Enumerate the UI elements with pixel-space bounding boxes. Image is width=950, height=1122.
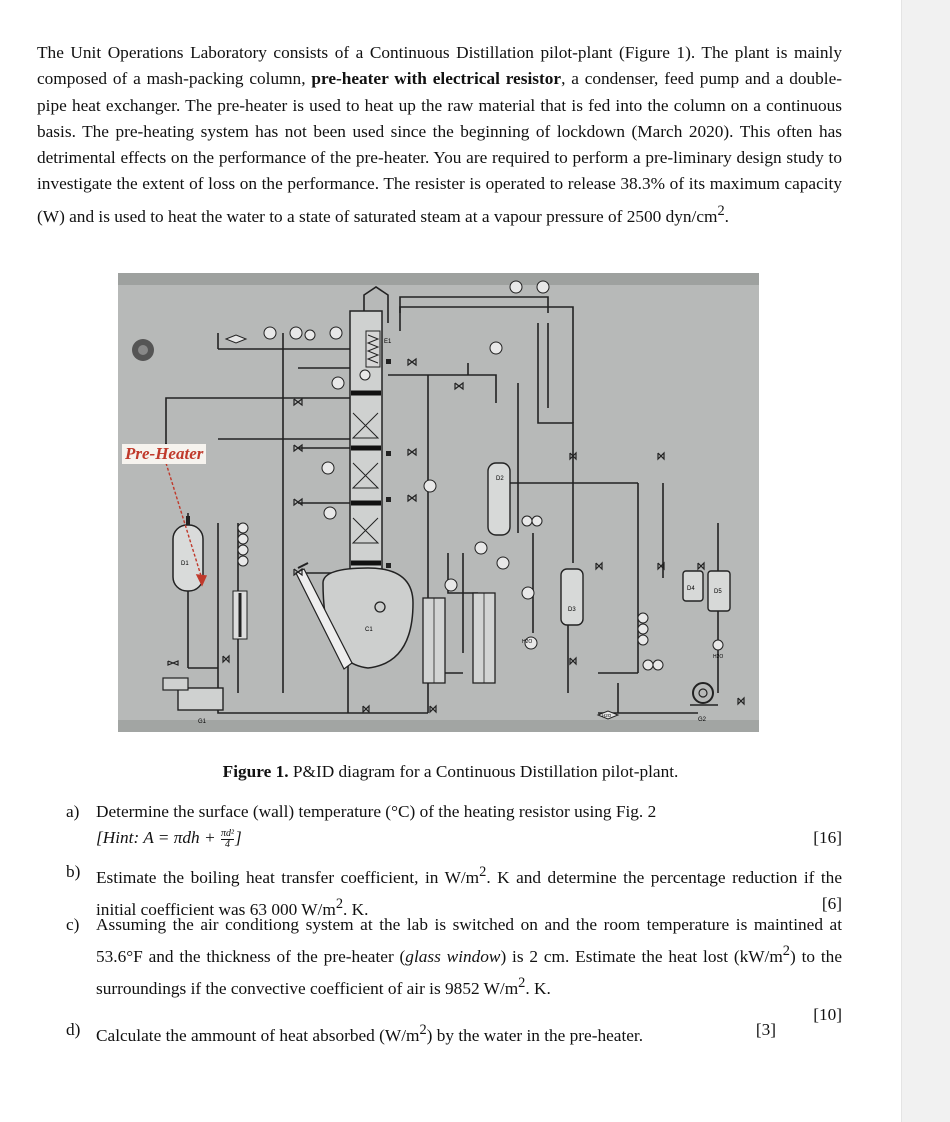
- question-c-label: c): [66, 915, 80, 934]
- intro-text-2: , a condenser, feed pump and a double-pipe heat exchanger. The pre-heater is used to heat up the raw material that is fed into the column on a continuous basis. The pre-heating system has not been used since the beginning of lockdown (March 2020). This often has detrimental effects on the performance of the pre-heater. You are required to perform a pre-liminary design study to investigate the extent of loss on the performance. The resister is operated to release 38.3% of its maximum capacity (W) and is used to heat the water to a state of saturated steam at a vapour pressure of 2500 dyn/cm: [37, 69, 842, 226]
- question-b-sup-1: 2: [479, 864, 487, 880]
- tag-d1: D1: [181, 561, 189, 567]
- vessel-d3: [561, 569, 583, 625]
- tag-e1: E1: [384, 339, 392, 345]
- hint-numerator: πd²: [221, 827, 235, 839]
- question-d-label: d): [66, 1020, 81, 1039]
- question-c-italic: glass window: [405, 947, 501, 967]
- pre-heater-label: Pre-Heater: [122, 444, 206, 464]
- question-a-label: a): [66, 802, 80, 821]
- caption-bold: Figure 1.: [222, 762, 289, 781]
- tag-h2o-3: H2O: [602, 713, 612, 718]
- tag-g2: G2: [698, 717, 707, 723]
- question-b-label: b): [66, 862, 81, 881]
- intro-sup: 2: [717, 202, 725, 219]
- tag-h2o-1: H2O: [522, 639, 533, 645]
- tag-d3: D3: [568, 607, 576, 613]
- question-a-hint: [96, 827, 242, 850]
- tag-d5: D5: [714, 589, 722, 595]
- right-sidebar: [901, 0, 950, 1122]
- question-a-text: Determine the surface (wall) temperature (°C) of the heating resistor using Fig. 2: [96, 802, 657, 821]
- feed-tank-g1: [178, 688, 223, 710]
- question-d-text-1: Calculate the ammount of heat absorbed (W/m: [96, 1025, 420, 1045]
- question-c-text-1: Assuming the air conditiong system at the lab is switched on and the room temperature is maintined at 53.6°F and the thickness of the pre-heater (: [96, 915, 842, 967]
- tag-h2o-2: H2O: [713, 654, 724, 660]
- hint-denominator: 4: [225, 838, 230, 850]
- question-b-sup-2: 2: [335, 896, 344, 913]
- tag-c1: C1: [365, 627, 373, 633]
- question-b-marks: [6]: [821, 894, 842, 914]
- question-d-sup: 2: [419, 1022, 427, 1038]
- tag-d2: D2: [496, 476, 504, 482]
- intro-bold: pre-heater with electrical resistor: [311, 69, 562, 89]
- question-a: [66, 799, 842, 852]
- pid-figure: [118, 273, 759, 732]
- intro-end: .: [724, 206, 729, 226]
- question-d-text-2: ) by the water in the pre-heater.: [426, 1025, 644, 1045]
- question-b-text-3: . K.: [343, 899, 369, 919]
- question-c-text-3: ) to the surroundings if the convective coefficient of air is 9852 W/m: [96, 947, 842, 999]
- caption-text: P&ID diagram for a Continuous Distillation pilot-plant.: [288, 762, 679, 781]
- tag-g1: G1: [198, 719, 207, 725]
- question-c: [66, 912, 842, 1029]
- pid-diagram: [118, 273, 759, 732]
- hint-post: ]: [235, 828, 242, 848]
- question-c-text-4: . K.: [525, 979, 551, 999]
- question-d-marks: [3]: [755, 1020, 776, 1039]
- tag-d4: D4: [687, 586, 695, 592]
- question-b-text-1: Estimate the boiling heat transfer coefficient, in W/m: [96, 867, 480, 887]
- question-c-sup-2: 2: [518, 975, 526, 992]
- question-a-marks: [16]: [813, 828, 842, 848]
- question-c-marks: [10]: [813, 1005, 842, 1025]
- question-b-text-2: . K and determine the percentage reduction if the initial coefficient was 63 000 W/m: [96, 867, 842, 919]
- question-d: [66, 1017, 842, 1049]
- hint-fraction: [221, 829, 234, 850]
- figure-caption: [0, 762, 901, 782]
- intro-text-1: The Unit Operations Laboratory consists of a Continuous Distillation pilot-plant (Figure 1). The plant is mainly composed of a mash-packing column,: [37, 43, 842, 89]
- vessel-d2: [488, 463, 510, 535]
- question-c-text-2: ) is 2 cm. Estimate the heat lost (kW/m: [500, 947, 783, 967]
- hint-pre: [Hint: A = πdh +: [96, 828, 220, 848]
- intro-paragraph: [37, 40, 842, 230]
- question-c-sup-1: 2: [782, 943, 790, 960]
